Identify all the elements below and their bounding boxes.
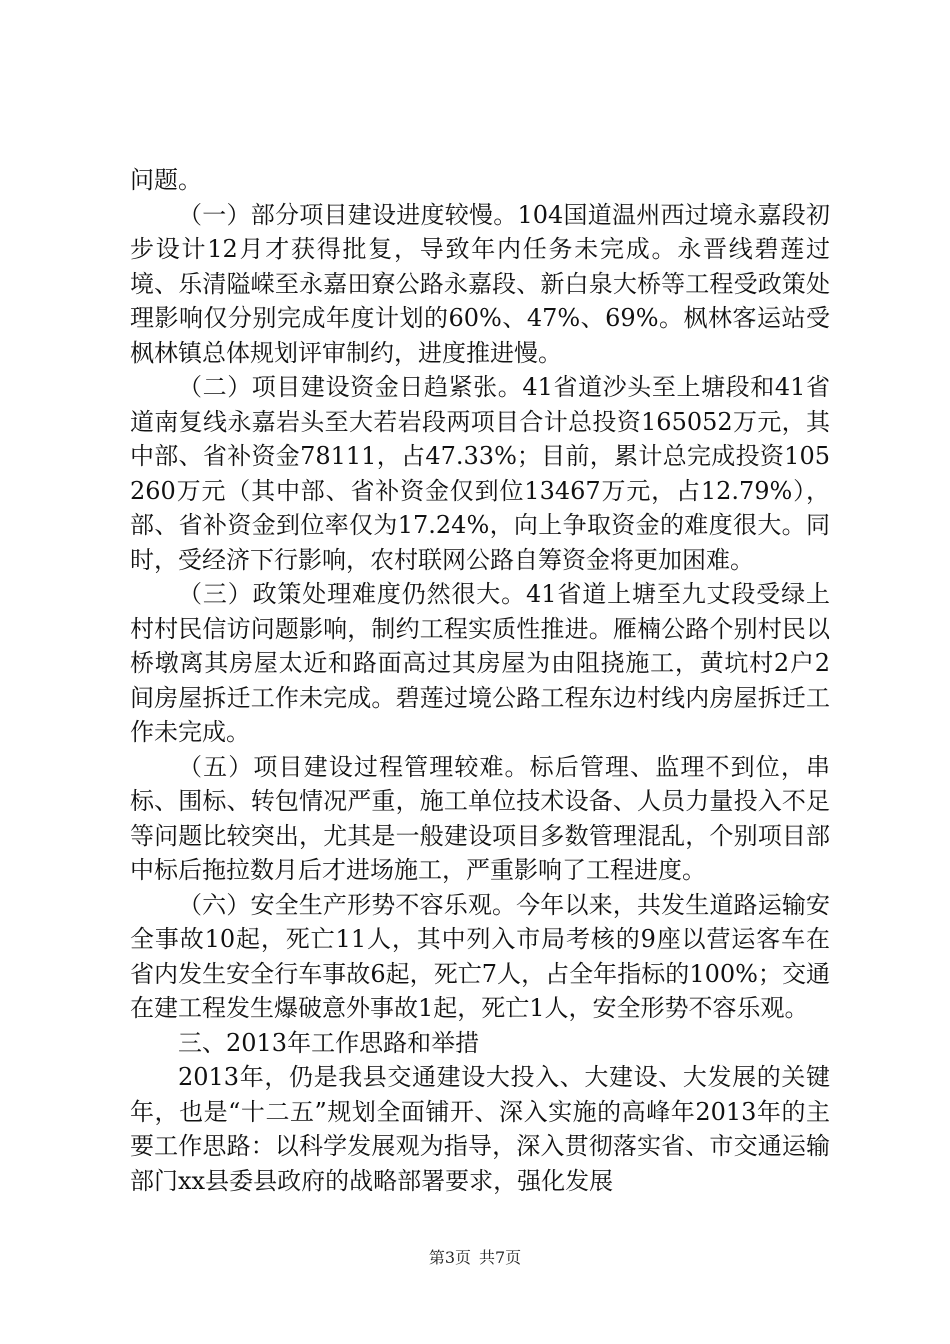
paragraph-issue-1: （一）部分项目建设进度较慢。104国道温州西过境永嘉段初步设计12月才获得批复，导致年内任务未完成。永晋线碧莲过境、乐清隘嵘至永嘉田寮公路永嘉段、新白泉大桥等工程受政策处理影响仅分别完成年度计划的60%、47%、69%。枫林客运站受枫林镇总体规划评审制约，进度推进慢。: [130, 200, 830, 367]
page-number: 第3页: [428, 1248, 471, 1267]
page-total: 共7页: [479, 1248, 522, 1267]
paragraph-plan: 2013年，仍是我县交通建设大投入、大建设、大发展的关键年，也是“十二五”规划全面铺开、深入实施的高峰年2013年的主要工作思路：以科学发展观为指导，深入贯彻落实省、市交通运输部门xx县委县政府的战略部署要求，强化发展: [130, 1063, 830, 1195]
paragraph-issue-2: （二）项目建设资金日趋紧张。41省道沙头至上塘段和41省道南复线永嘉岩头至大若岩段两项目合计总投资165052万元，其中部、省补资金78111，占47.33%；目前，累计总完成投资105260万元（其中部、省补资金仅到位13467万元，占12.79%），部、省补资金到位率仅为17.24%，向上争取资金的难度很大。同时，受经济下行影响，农村联网公路自筹资金将更加困难。: [130, 373, 830, 574]
paragraph-issue-3: （三）政策处理难度仍然很大。41省道上塘至九丈段受绿上村村民信访问题影响，制约工程实质性推进。雁楠公路个别村民以桥墩离其房屋太近和路面高过其房屋为由阻挠施工，黄坑村2户2间房屋拆迁工作未完成。碧莲过境公路工程东边村线内房屋拆迁工作未完成。: [130, 580, 830, 746]
paragraph-issue-5: （五）项目建设过程管理较难。标后管理、监理不到位，串标、围标、转包情况严重，施工单位技术设备、人员力量投入不足等问题比较突出，尤其是一般建设项目多数管理混乱，个别项目部中标后拖拉数月后才进场施工，严重影响了工程进度。: [130, 752, 830, 884]
paragraph-continuation: 问题。: [130, 166, 202, 194]
document-body: [130, 163, 830, 1198]
section-heading: 三、2013年工作思路和举措: [178, 1028, 480, 1057]
paragraph-issue-6: （六）安全生产形势不容乐观。今年以来，共发生道路运输安全事故10起，死亡11人，其中列入市局考核的9座以营运客车在省内发生安全行车事故6起，死亡7人，占全年指标的100%；交通在建工程发生爆破意外事故1起，死亡1人，安全形势不容乐观。: [130, 890, 830, 1022]
page-footer: [0, 1245, 950, 1268]
